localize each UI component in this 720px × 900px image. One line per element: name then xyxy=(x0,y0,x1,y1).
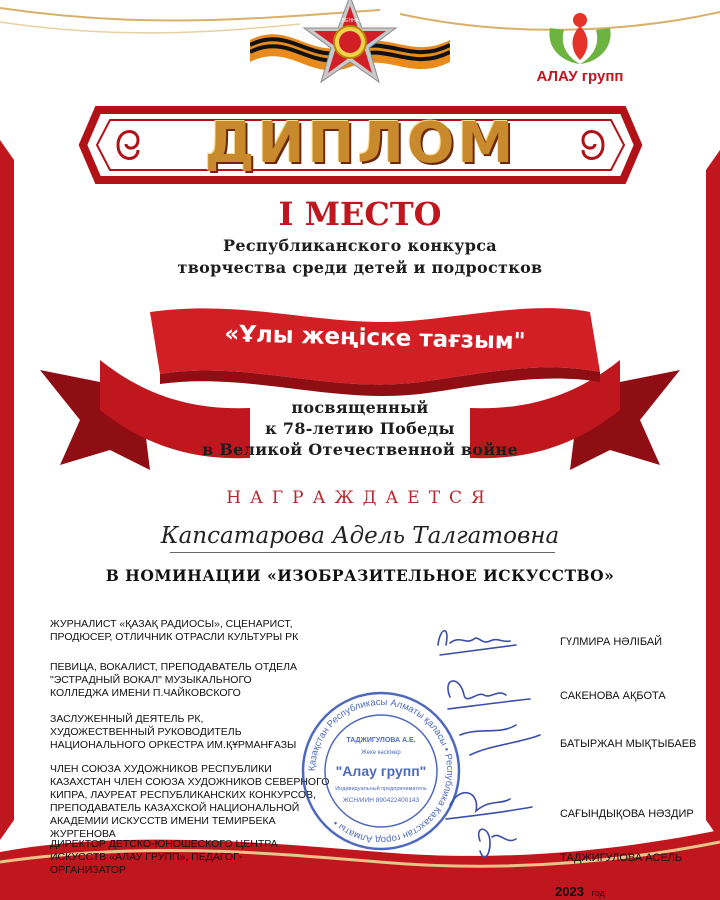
jury-role-2: ПЕВИЦА, ВОКАЛИСТ, ПРЕПОДАВАТЕЛЬ ОТДЕЛА "ЭСТРАДНЫЙ ВОКАЛ" МУЗЫКАЛЬНОГО КОЛЛЕДЖА ИМЕНИ П.ЧАЙКОВСКОГО xyxy=(50,661,297,699)
ribbon-title: «Ұлы жеңіске тағзым" xyxy=(224,321,526,355)
red-star-icon xyxy=(304,0,396,82)
jury-role-5: ДИРЕКТОР ДЕТСКО-ЮНОШЕСКОГО ЦЕНТРА ИСКУССТВ «АЛАУ ГРУПП», ПЕДАГОГ-ОРГАНИЗАТОР xyxy=(50,838,278,876)
jury-name-5: ТАДЖИГУЛОВА АСЕЛЬ xyxy=(560,852,683,864)
stamp-small-1: Жеке кәсіпкер xyxy=(361,750,401,756)
dedication-line-1: посвященный xyxy=(291,398,429,417)
jury-role-1: ЖУРНАЛИСТ «ҚАЗАҚ РАДИОСЫ», СЦЕНАРИСТ, ПРОДЮСЕР, ОТЛИЧНИК ОТРАСЛИ КУЛЬТУРЫ РК xyxy=(50,618,299,643)
place-title: I МЕСТО xyxy=(278,195,442,233)
jury-name-4: САҒЫНДЫҚОВА НӘЗДИР xyxy=(560,808,694,820)
awarded-label: НАГРАЖДАЕТСЯ xyxy=(226,488,494,508)
dedication-line-3: в Великой Отечественной войне xyxy=(202,440,518,459)
stamp-brand: "Алау групп" xyxy=(335,763,427,779)
contest-line-2: творчества среди детей и подростков xyxy=(177,258,543,277)
jury-name-2: САКЕНОВА АҚБОТА xyxy=(560,690,666,702)
signature-3 xyxy=(460,725,540,755)
logo-text: АЛАУ групп xyxy=(536,68,624,85)
jury-name-3: БАТЫРЖАН МЫҚТЫБАЕВ xyxy=(560,738,697,750)
stamp-id: ЖСН/ИИН 890422400143 xyxy=(342,797,420,804)
signature-1 xyxy=(438,631,516,655)
stamp-small-2: Индивидуальный предприниматель xyxy=(335,786,427,792)
dedication-line-2: к 78-летию Победы xyxy=(265,419,455,438)
diploma-title: ДИПЛОМ xyxy=(204,111,517,176)
official-stamp xyxy=(300,690,462,852)
stamp-ring-text: Қазақстан Республикасы Алматы қаласы • Республика Казахстан город Алматы • xyxy=(306,696,456,846)
recipient-name: Капсатарова Адель Талгатовна xyxy=(160,523,560,549)
alau-logo-icon xyxy=(540,6,620,68)
nomination: В НОМИНАЦИИ «ИЗОБРАЗИТЕЛЬНОЕ ИСКУССТВО» xyxy=(105,566,615,585)
year: 2023 xyxy=(555,884,584,899)
year-line xyxy=(555,884,605,899)
jury-name-1: ГҮЛМИРА НӘЛІБАЙ xyxy=(560,636,663,648)
recipient-underline xyxy=(170,552,555,553)
signature-5 xyxy=(479,829,516,857)
year-suffix: год xyxy=(591,888,605,898)
jury-role-3: ЗАСЛУЖЕННЫЙ ДЕЯТЕЛЬ РК, ХУДОЖЕСТВЕННЫЙ РУКОВОДИТЕЛЬ НАЦИОНАЛЬНОГО ОРКЕСТРА ИМ.ҚҰРМАНҒАЗЫ xyxy=(50,713,297,751)
victory-emblem xyxy=(250,0,450,100)
contest-line-1: Республиканского конкурса xyxy=(223,236,497,255)
stamp-owner: ТАДЖИГУЛОВА А.Е. xyxy=(346,737,416,744)
jury-role-4: ЧЛЕН СОЮЗА ХУДОЖНИКОВ РЕСПУБЛИКИ КАЗАХСТАН ЧЛЕН СОЮЗА ХУДОЖНИКОВ СЕВЕРНОГО КИПРА, ЛАУРЕАТ РЕСПУБЛИКАНСКИХ КОНКУРСОВ, ПРЕПОДАВАТЕЛЬ КАЗАХСКОЙ НАЦИОНАЛЬНОЙ АКАДЕМИИ ИСКУССТВ ИМЕНИ ТЕМИРБЕКА ЖУРГЕНОВА xyxy=(50,763,330,840)
emblem-text: ОТЕЧЕСТВЕННАЯ ВОЙНА xyxy=(318,18,382,24)
